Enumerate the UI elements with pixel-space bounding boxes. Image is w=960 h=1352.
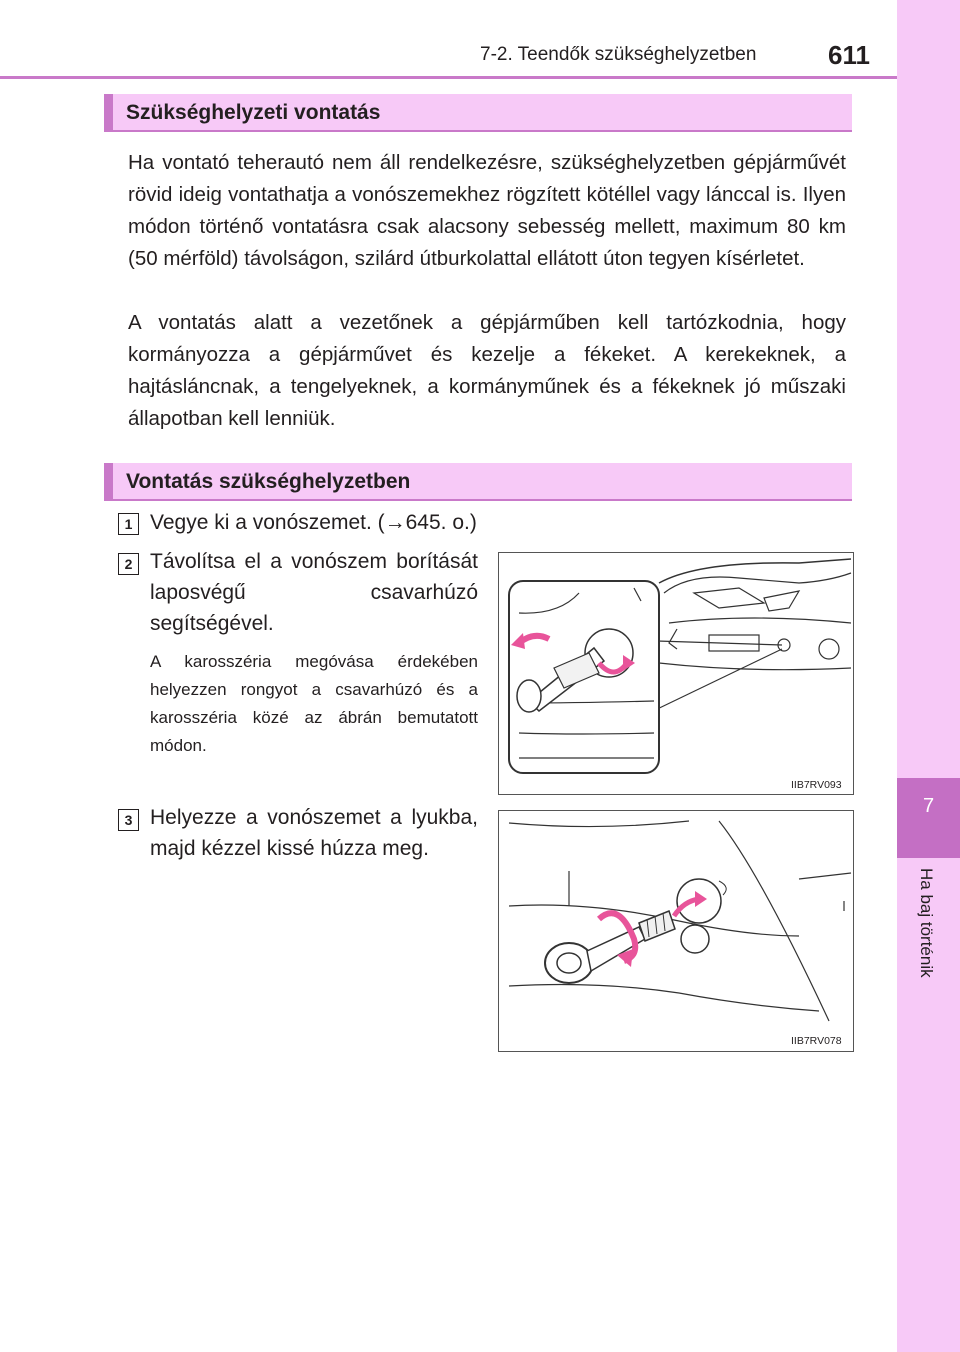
chapter-number: 7	[922, 795, 935, 817]
step-2-note: A karosszéria megóvása érdekében helyezzen rongyot a csavarhúzó és a karosszéria közé az ábrán bemutatott módon.	[150, 652, 478, 755]
section-heading-emergency-towing	[104, 94, 852, 132]
chapter-number-box	[897, 778, 960, 858]
step-3-text: Helyezze a vonószemet a lyukba, majd kézzel kissé húzza meg.	[150, 806, 478, 860]
figure-code: IIB7RV078	[791, 1035, 842, 1047]
figure-remove-cover	[498, 552, 854, 795]
body-paragraph-2: A vontatás alatt a vezetőnek a gépjárműben kell tartózkodnia, hogy kormányozza a gépjárművet és kezelje a fékeket. A kerekeknek, a hajtásláncnak, a tengelyeknek, a kormányműnek és a fékeknek jó műszaki állapotban kell lenniük.	[128, 311, 846, 430]
page-number: 611	[828, 40, 870, 70]
section-title: Vontatás szükséghelyzetben	[126, 470, 411, 493]
step-number-3: 3	[118, 809, 139, 831]
header-divider	[0, 76, 897, 79]
tow-eye-installation-illustration	[499, 811, 853, 1051]
figure-code: IIB7RV093	[791, 779, 842, 791]
section-title: Szükséghelyzeti vontatás	[126, 101, 381, 124]
cover-removal-illustration	[499, 553, 853, 794]
body-paragraph-1: Ha vontató teherautó nem áll rendelkezésre, szükséghelyzetben gépjárművét rövid ideig vontathatja a vonószemekhez rögzített kötéllel vagy lánccal is. Ilyen módon történő vontatásra csak alacsony sebesség mellett, maximum 80 km (50 mérföld) távolságon, szilárd útburkolattal ellátott úton tegyen kísérletet.	[128, 151, 846, 270]
chapter-side-tab	[897, 0, 960, 1352]
figure-install-tow-eye	[498, 810, 854, 1052]
heading-accent-bar	[104, 463, 113, 499]
step-number-1: 1	[118, 513, 139, 535]
step-2-text: Távolítsa el a vonószem borítását laposvégű csavarhúzó segítségével.	[150, 550, 478, 635]
heading-accent-bar	[104, 94, 113, 130]
chapter-header: 7-2. Teendők szükséghelyzetben	[480, 44, 757, 65]
step-number-2: 2	[118, 553, 139, 575]
section-heading-towing-procedure	[104, 463, 852, 501]
step-1-text: Vegye ki a vonószemet. (→645. o.)	[150, 511, 477, 534]
chapter-label: Ha baj történik	[917, 868, 936, 978]
